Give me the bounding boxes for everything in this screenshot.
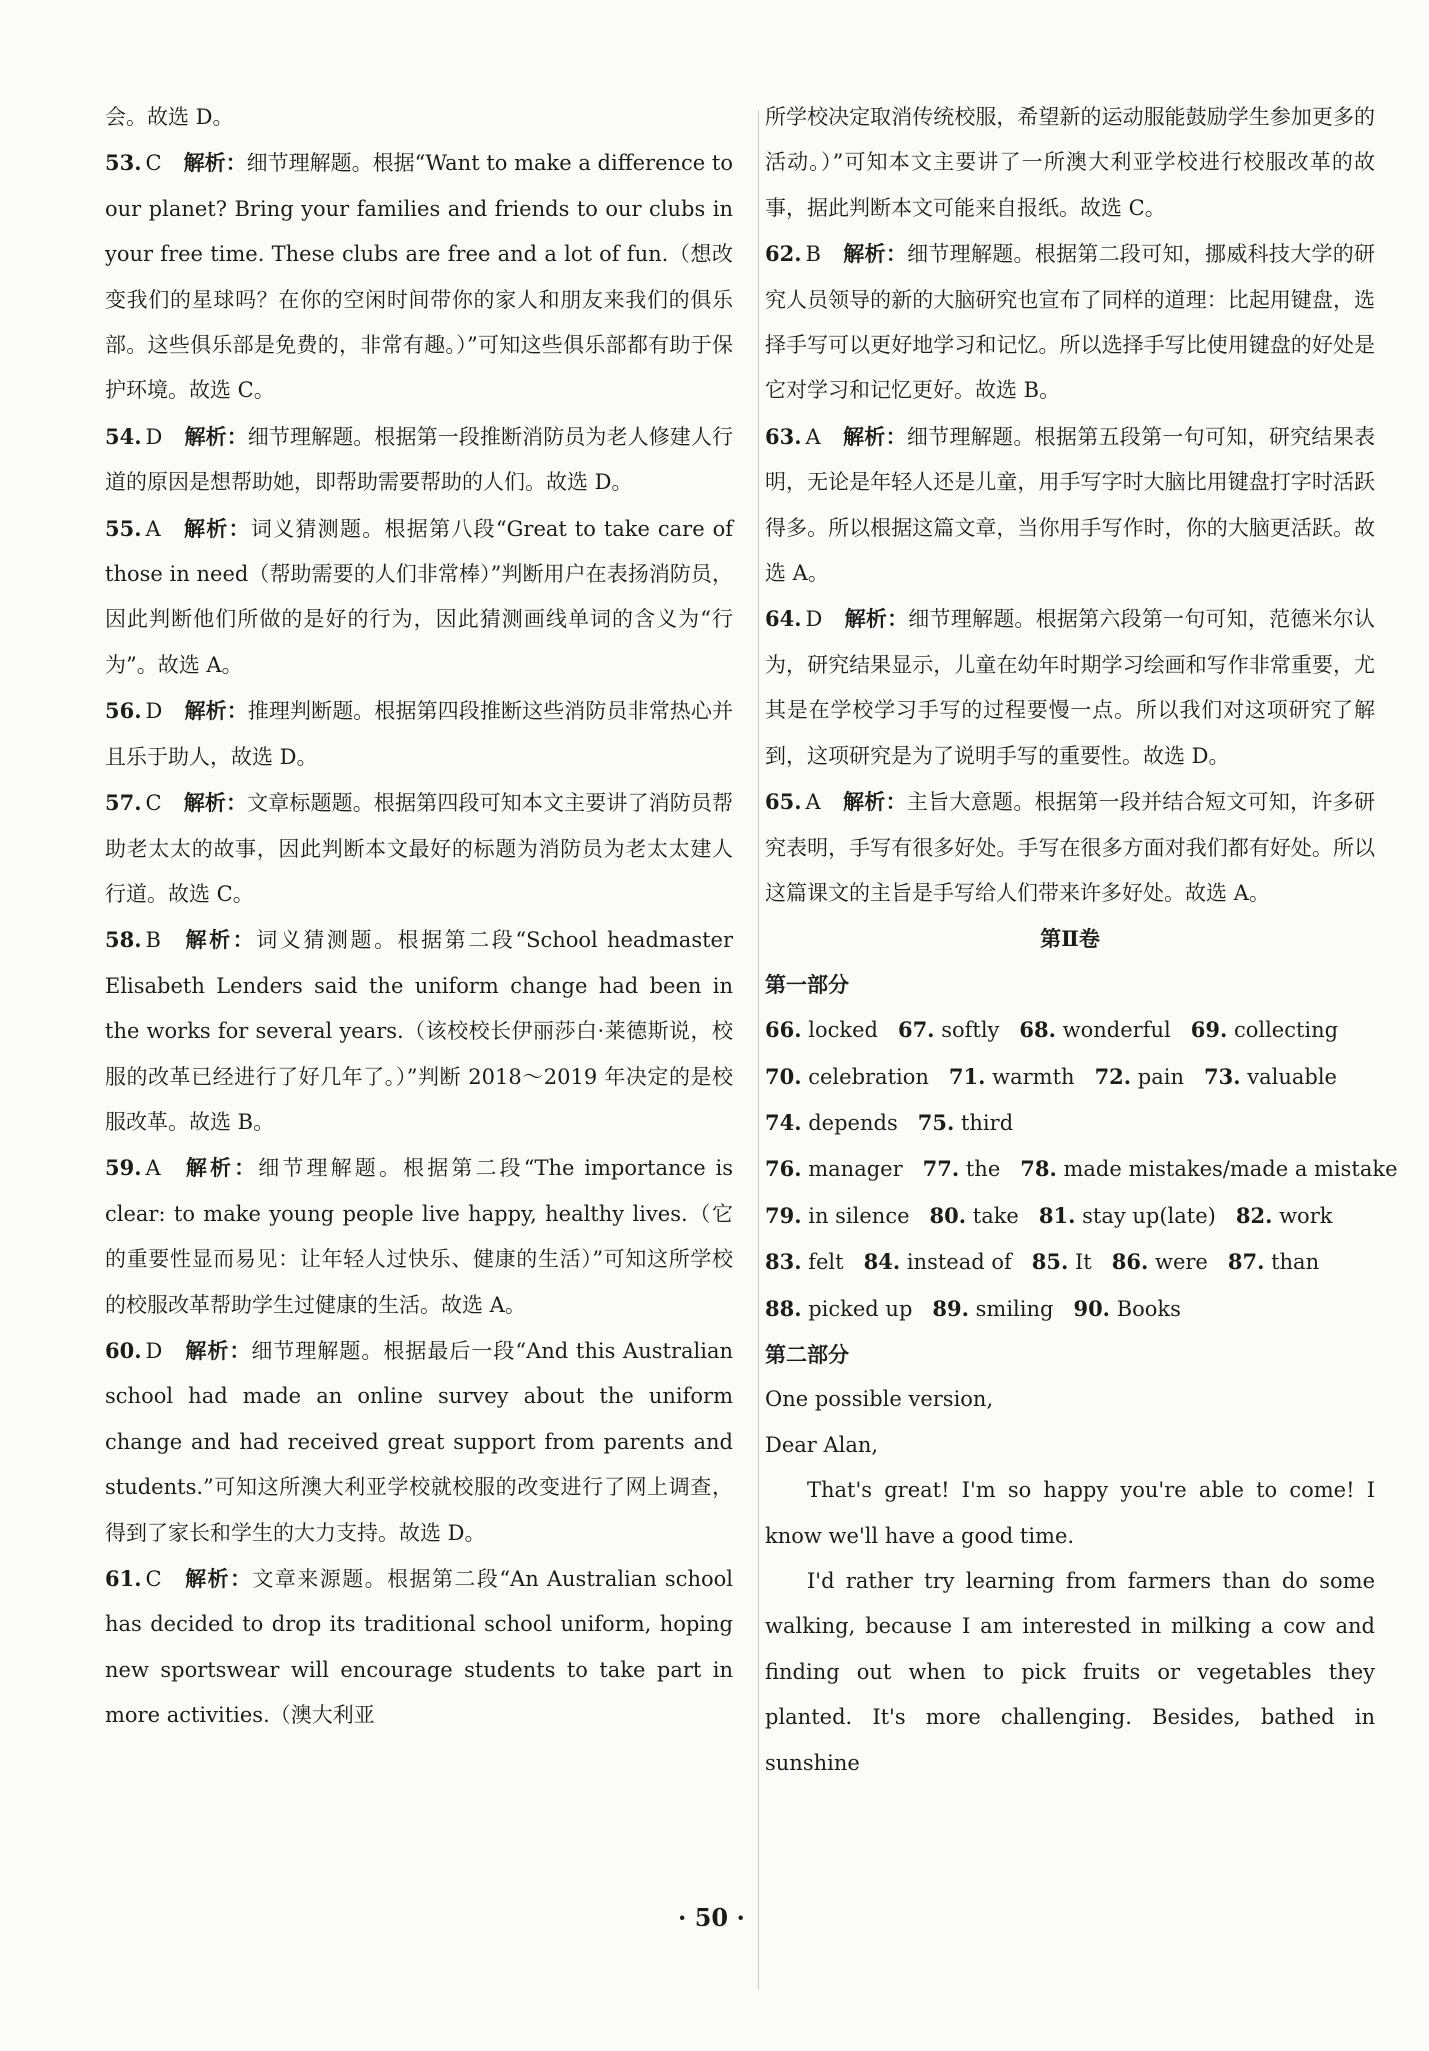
fill-number: 76.	[765, 1156, 802, 1182]
answer-item	[765, 414, 1375, 597]
analysis-label: 解析：	[182, 515, 251, 541]
answer-letter: D	[145, 699, 163, 724]
fill-word: picked up	[808, 1296, 913, 1321]
fill-number: 70.	[765, 1063, 802, 1089]
fill-word: It	[1075, 1250, 1092, 1275]
fill-row	[765, 1007, 1375, 1053]
fill-number: 88.	[765, 1295, 802, 1321]
fill-number: 67.	[897, 1017, 935, 1043]
answer-item	[105, 780, 733, 917]
fill-word: wonderful	[1062, 1018, 1171, 1043]
fill-number: 75.	[917, 1109, 955, 1135]
answer-letter: A	[805, 790, 821, 815]
question-number: 58.	[105, 927, 142, 953]
fill-word: Books	[1116, 1296, 1181, 1321]
fill-number: 71.	[948, 1063, 986, 1089]
fill-answer	[765, 1204, 910, 1228]
question-number: 61.	[105, 1566, 142, 1591]
fill-answer	[1039, 1204, 1216, 1228]
fill-answer	[923, 1157, 1001, 1181]
fill-number: 89.	[932, 1295, 969, 1321]
answer-letter: B	[145, 928, 161, 953]
analysis-text: 主旨大意题。根据第一段并结合短文可知，许多研究表明，手写有很多好处。手写在很多方面对我们都有好处。所以这篇课文的主旨是手写给人们带来许多好处。故选 A。	[765, 790, 1376, 905]
question-number: 57.	[105, 790, 142, 816]
analysis-text: 文章来源题。根据第二段“An Australian school has decided to drop its traditional school uniform, hoping new sportswear will encourage students to take part in more activities.（澳大利亚	[105, 1567, 734, 1728]
answer-letter: D	[805, 607, 823, 632]
fill-number: 81.	[1038, 1202, 1076, 1228]
question-number: 60.	[105, 1337, 142, 1363]
fill-word: locked	[808, 1018, 878, 1043]
analysis-text: 细节理解题。根据第二段“The importance is clear: to make young people live happy, healthy lives.（它的重要性显而易见：让年轻人过快乐、健康的生活）”可知这所学校的校服改革帮助学生过健康的生活。故选 A。	[105, 1156, 733, 1317]
fill-in-answers	[765, 1007, 1398, 1332]
fill-number: 66.	[765, 1017, 802, 1043]
fill-word: manager	[808, 1157, 903, 1182]
answer-item	[765, 231, 1375, 414]
question-number: 63.	[765, 423, 802, 449]
analysis-label: 解析：	[184, 423, 248, 449]
right-column	[765, 95, 1398, 1786]
fill-answer	[765, 1250, 844, 1274]
fill-number: 84.	[863, 1249, 901, 1275]
fill-word: collecting	[1233, 1018, 1339, 1043]
analysis-text: 词义猜测题。根据第八段“Great to take care of those in need（帮助需要的人们非常棒）”判断用户在表扬消防员，因此判断他们所做的是好的行为，因此猜测画线单词的含义为“行为”。故选 A。	[105, 516, 734, 677]
fill-word: take	[972, 1203, 1019, 1228]
fill-row	[765, 1193, 1375, 1239]
fill-answer	[1032, 1250, 1092, 1274]
answer-letter: A	[145, 1156, 161, 1181]
answer-letter: A	[145, 516, 161, 541]
fill-number: 80.	[929, 1202, 967, 1228]
fill-answer	[918, 1111, 1013, 1135]
fill-number: 78.	[1020, 1156, 1057, 1182]
fill-answer	[1095, 1065, 1184, 1089]
fill-word: than	[1271, 1250, 1320, 1275]
answer-item	[765, 596, 1375, 779]
fill-answer	[932, 1297, 1053, 1321]
fill-number: 68.	[1019, 1017, 1056, 1043]
fill-number: 79.	[765, 1202, 802, 1228]
answer-item	[105, 414, 733, 506]
continued-text: 所学校决定取消传统校服，希望新的运动服能鼓励学生参加更多的活动。）”可知本文主要讲了一所澳大利亚学校进行校服改革的故事，据此判断本文可能来自报纸。故选 C。	[765, 105, 1375, 220]
continued-text: 会。故选 D。	[105, 105, 234, 129]
analysis-text: 细节理解题。根据最后一段“And this Australian school had made an online survey about the uniform change and had received great support from parents and students.”可知这所澳大利亚学校就校服的改变进行了网上调查，得到了家长和学生的大力支持。故选 D。	[105, 1338, 733, 1545]
analysis-label: 解析：	[182, 1155, 259, 1181]
fill-answer	[1191, 1018, 1338, 1042]
analysis-label: 解析：	[184, 698, 248, 724]
analysis-label: 解析：	[183, 1566, 253, 1591]
fill-row	[765, 1054, 1375, 1100]
fill-number: 86.	[1111, 1249, 1149, 1275]
fill-answer	[864, 1250, 1012, 1274]
fill-answer	[765, 1018, 878, 1042]
answer-item	[105, 140, 733, 413]
question-number: 54.	[105, 423, 142, 449]
fill-number: 77.	[922, 1156, 960, 1182]
fill-answer	[1236, 1204, 1333, 1228]
fill-word: depends	[808, 1110, 898, 1135]
answer-letter: C	[145, 151, 162, 176]
fill-number: 74.	[765, 1109, 802, 1135]
fill-row	[765, 1146, 1398, 1192]
right-answers	[765, 95, 1375, 916]
fill-answer	[765, 1297, 912, 1321]
analysis-text: 词义猜测题。根据第二段“School headmaster Elisabeth Lenders said the uniform change had been in the works for several years.（该校校长伊丽莎白·莱德斯说，校服的改革已经进行了好几年了。）”判断 2018～2019 年决定的是校服改革。故选 B。	[105, 928, 734, 1134]
answer-item	[105, 1556, 733, 1739]
fill-number: 69.	[1190, 1017, 1228, 1043]
fill-row	[765, 1286, 1375, 1332]
analysis-label: 解析：	[844, 606, 909, 632]
fill-row	[765, 1239, 1375, 1285]
fill-word: work	[1279, 1203, 1333, 1228]
analysis-label: 解析：	[842, 789, 907, 815]
fill-word: valuable	[1247, 1064, 1337, 1089]
answer-letter: B	[805, 242, 821, 267]
fill-number: 90.	[1073, 1295, 1110, 1321]
fill-answer	[1228, 1250, 1319, 1274]
fill-answer	[1019, 1018, 1170, 1042]
answer-item	[105, 688, 733, 780]
fill-answer	[765, 1157, 903, 1181]
question-number: 59.	[105, 1155, 142, 1181]
fill-word: stay up(late)	[1082, 1203, 1216, 1228]
analysis-text: 细节理解题。根据第五段第一句可知，研究结果表明，无论是年轻人还是儿童，用手写字时大脑比用键盘打字时活跃得多。所以根据这篇文章，当你用手写作时，你的大脑更活跃。故选 A。	[765, 424, 1376, 586]
fill-number: 73.	[1204, 1063, 1241, 1089]
fill-row	[765, 1100, 1375, 1146]
fill-answer	[765, 1065, 929, 1089]
question-number: 65.	[765, 789, 802, 815]
fill-word: warmth	[992, 1064, 1075, 1089]
question-number: 53.	[105, 150, 142, 176]
answer-item	[105, 1145, 733, 1328]
fill-number: 87.	[1227, 1249, 1265, 1275]
answer-item	[105, 1328, 733, 1556]
answer-item	[765, 779, 1375, 916]
question-number: 64.	[765, 606, 802, 632]
analysis-text: 推理判断题。根据第四段推断这些消防员非常热心并且乐于助人，故选 D。	[105, 699, 734, 769]
analysis-label: 解析：	[842, 423, 907, 449]
fill-word: pain	[1137, 1064, 1185, 1089]
fill-answer	[898, 1018, 999, 1042]
analysis-label: 解析：	[842, 241, 908, 267]
answer-letter: A	[805, 424, 821, 449]
analysis-text: 细节理解题。根据第一段推断消防员为老人修建人行道的原因是想帮助她，即帮助需要帮助的人们。故选 D。	[105, 424, 734, 495]
fill-answer	[949, 1065, 1075, 1089]
fill-word: made mistakes/made a mistake	[1063, 1157, 1398, 1182]
analysis-label: 解析：	[183, 790, 248, 816]
left-column	[105, 95, 733, 1739]
fill-number: 83.	[765, 1249, 802, 1275]
part-2-title: 第二部分	[765, 1341, 849, 1367]
answer-letter: C	[145, 1567, 162, 1591]
analysis-text: 文章标题题。根据第四段可知本文主要讲了消防员帮助老太太的故事，因此判断本文最好的标题为消防员为老太太建人行道。故选 C。	[105, 791, 734, 906]
fill-number: 85.	[1031, 1249, 1069, 1275]
fill-word: smiling	[975, 1296, 1054, 1321]
fill-word: third	[960, 1110, 1014, 1135]
answer-letter: D	[145, 1338, 163, 1363]
fill-number: 72.	[1094, 1063, 1132, 1089]
answer-item	[105, 506, 733, 689]
answer-item	[105, 917, 733, 1145]
fill-word: instead of	[906, 1250, 1012, 1275]
fill-word: felt	[808, 1250, 844, 1275]
letter-paragraph-1: That's great! I'm so happy you're able to come! I know we'll have a good time.	[765, 1478, 1375, 1548]
question-number: 55.	[105, 515, 142, 541]
analysis-text: 细节理解题。根据第六段第一句可知，范德米尔认为，研究结果显示，儿童在幼年时期学习绘画和写作非常重要，尤其是在学校学习手写的过程要慢一点。所以我们对这项研究了解到，这项研究是为了说明手写的重要性。故选 D。	[765, 607, 1376, 768]
fill-answer	[1073, 1297, 1180, 1321]
fill-answer	[765, 1111, 898, 1135]
letter-paragraph-2: I'd rather try learning from farmers than do some walking, because I am interested in milking a cow and finding out when to pick fruits or vegetables they planted. It's more challenging. Besides, bathed in sunshine	[765, 1569, 1375, 1775]
letter-intro: One possible version,	[765, 1387, 994, 1412]
fill-word: softly	[941, 1018, 1000, 1043]
analysis-label: 解析：	[183, 150, 247, 176]
analysis-label: 解析：	[182, 927, 257, 953]
fill-number: 82.	[1235, 1202, 1273, 1228]
part-1-title: 第一部分	[765, 971, 849, 997]
fill-word: the	[965, 1157, 1001, 1182]
column-divider	[758, 110, 759, 1990]
letter-greeting: Dear Alan,	[765, 1432, 879, 1457]
analysis-label: 解析：	[184, 1337, 252, 1363]
fill-word: in silence	[808, 1203, 910, 1228]
answer-letter: C	[145, 791, 162, 816]
fill-answer	[1020, 1157, 1397, 1181]
section-2-title: 第Ⅱ卷	[1040, 926, 1100, 952]
analysis-text: 细节理解题。根据“Want to make a difference to our planet? Bring your families and friends to our clubs in your free time. These clubs are free and a lot of fun.（想改变我们的星球吗？在你的空闲时间带你的家人和朋友来我们的俱乐部。这些俱乐部是免费的，非常有趣。）”可知这些俱乐部都有助于保护环境。故选 C。	[105, 151, 733, 403]
analysis-text: 细节理解题。根据第二段可知，挪威科技大学的研究人员领导的新的大脑研究也宣布了同样的道理：比起用键盘，选择手写可以更好地学习和记忆。所以选择手写比使用键盘的好处是它对学习和记忆更好。故选 B。	[765, 242, 1376, 403]
fill-answer	[1112, 1250, 1208, 1274]
answer-letter: D	[145, 424, 163, 449]
question-number: 56.	[105, 698, 142, 724]
fill-answer	[930, 1204, 1019, 1228]
fill-answer	[1204, 1065, 1337, 1089]
page-number: · 50 ·	[678, 1903, 745, 1932]
fill-word: celebration	[808, 1064, 929, 1089]
fill-word: were	[1154, 1250, 1208, 1275]
question-number: 62.	[765, 241, 802, 267]
